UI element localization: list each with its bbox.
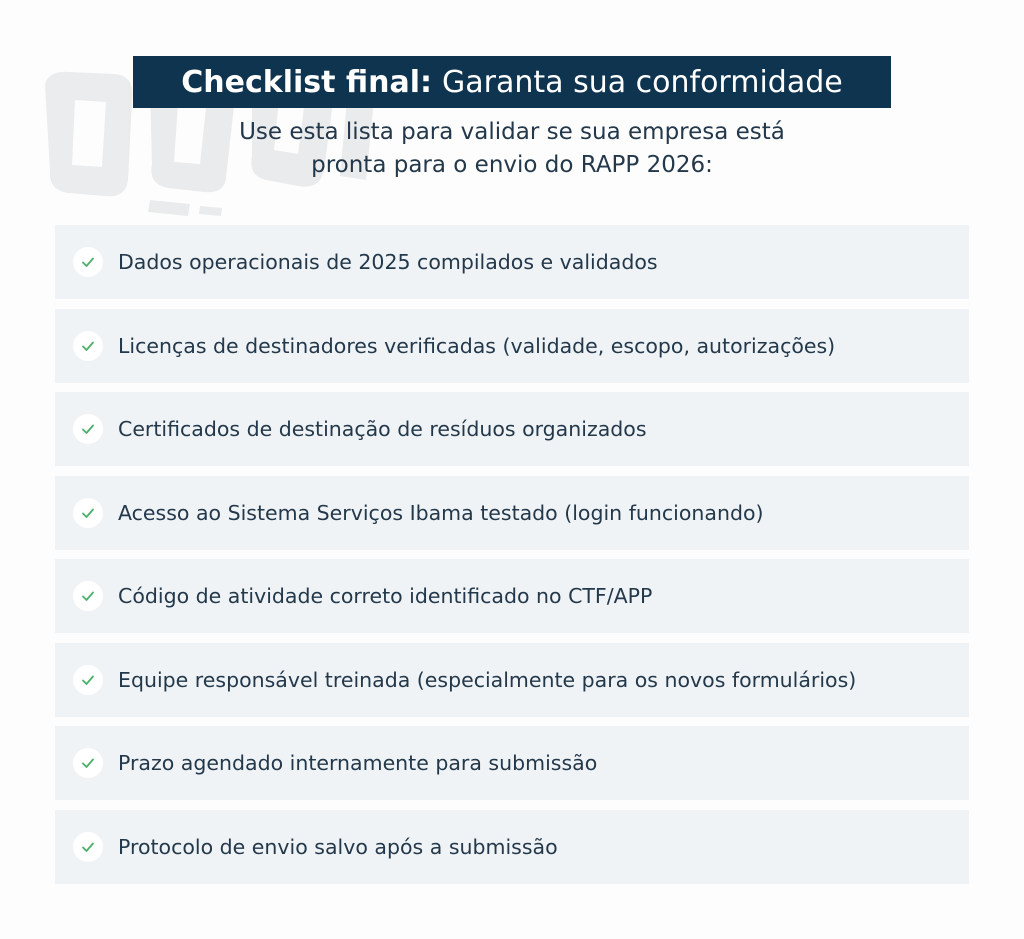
check-icon: [73, 331, 103, 361]
subtitle-line-2: pronta para o envio do RAPP 2026:: [311, 152, 713, 178]
checklist-item: [55, 810, 969, 884]
checklist-item-label: Licenças de destinadores verificadas (validade, escopo, autorizações): [118, 333, 836, 358]
subtitle-line-1: Use esta lista para validar se sua empresa está: [239, 119, 785, 145]
check-icon: [73, 665, 103, 695]
check-icon: [73, 247, 103, 277]
checklist-item-label: Certificados de destinação de resíduos organizados: [118, 417, 647, 441]
checklist-item: [55, 643, 969, 717]
check-icon: [73, 414, 103, 444]
checklist-item: [55, 225, 969, 299]
checklist-item: [55, 392, 969, 466]
title-rest: Garanta sua conformidade: [442, 64, 843, 100]
checklist-item: [55, 476, 969, 550]
check-icon: [73, 581, 103, 611]
title-banner: [133, 56, 891, 108]
checklist-item-label: Protocolo de envio salvo após a submissão: [118, 834, 558, 859]
checklist-item-label: Equipe responsável treinada (especialmente para os novos formulários): [118, 667, 857, 692]
check-icon: [73, 832, 103, 862]
title-bold: Checklist final:: [181, 64, 433, 100]
checklist: [55, 225, 969, 893]
checklist-item-label: Código de atividade correto identificado no CTF/APP: [118, 584, 653, 608]
check-icon: [73, 748, 103, 778]
subtitle: [112, 116, 912, 182]
checklist-item-label: Prazo agendado internamente para submissão: [118, 751, 598, 775]
checklist-item: [55, 726, 969, 800]
checklist-item: [55, 309, 969, 383]
checklist-item-label: Acesso ao Sistema Serviços Ibama testado (login funcionando): [118, 500, 764, 525]
checklist-item-label: Dados operacionais de 2025 compilados e validados: [118, 250, 658, 274]
check-icon: [73, 498, 103, 528]
checklist-item: [55, 559, 969, 633]
